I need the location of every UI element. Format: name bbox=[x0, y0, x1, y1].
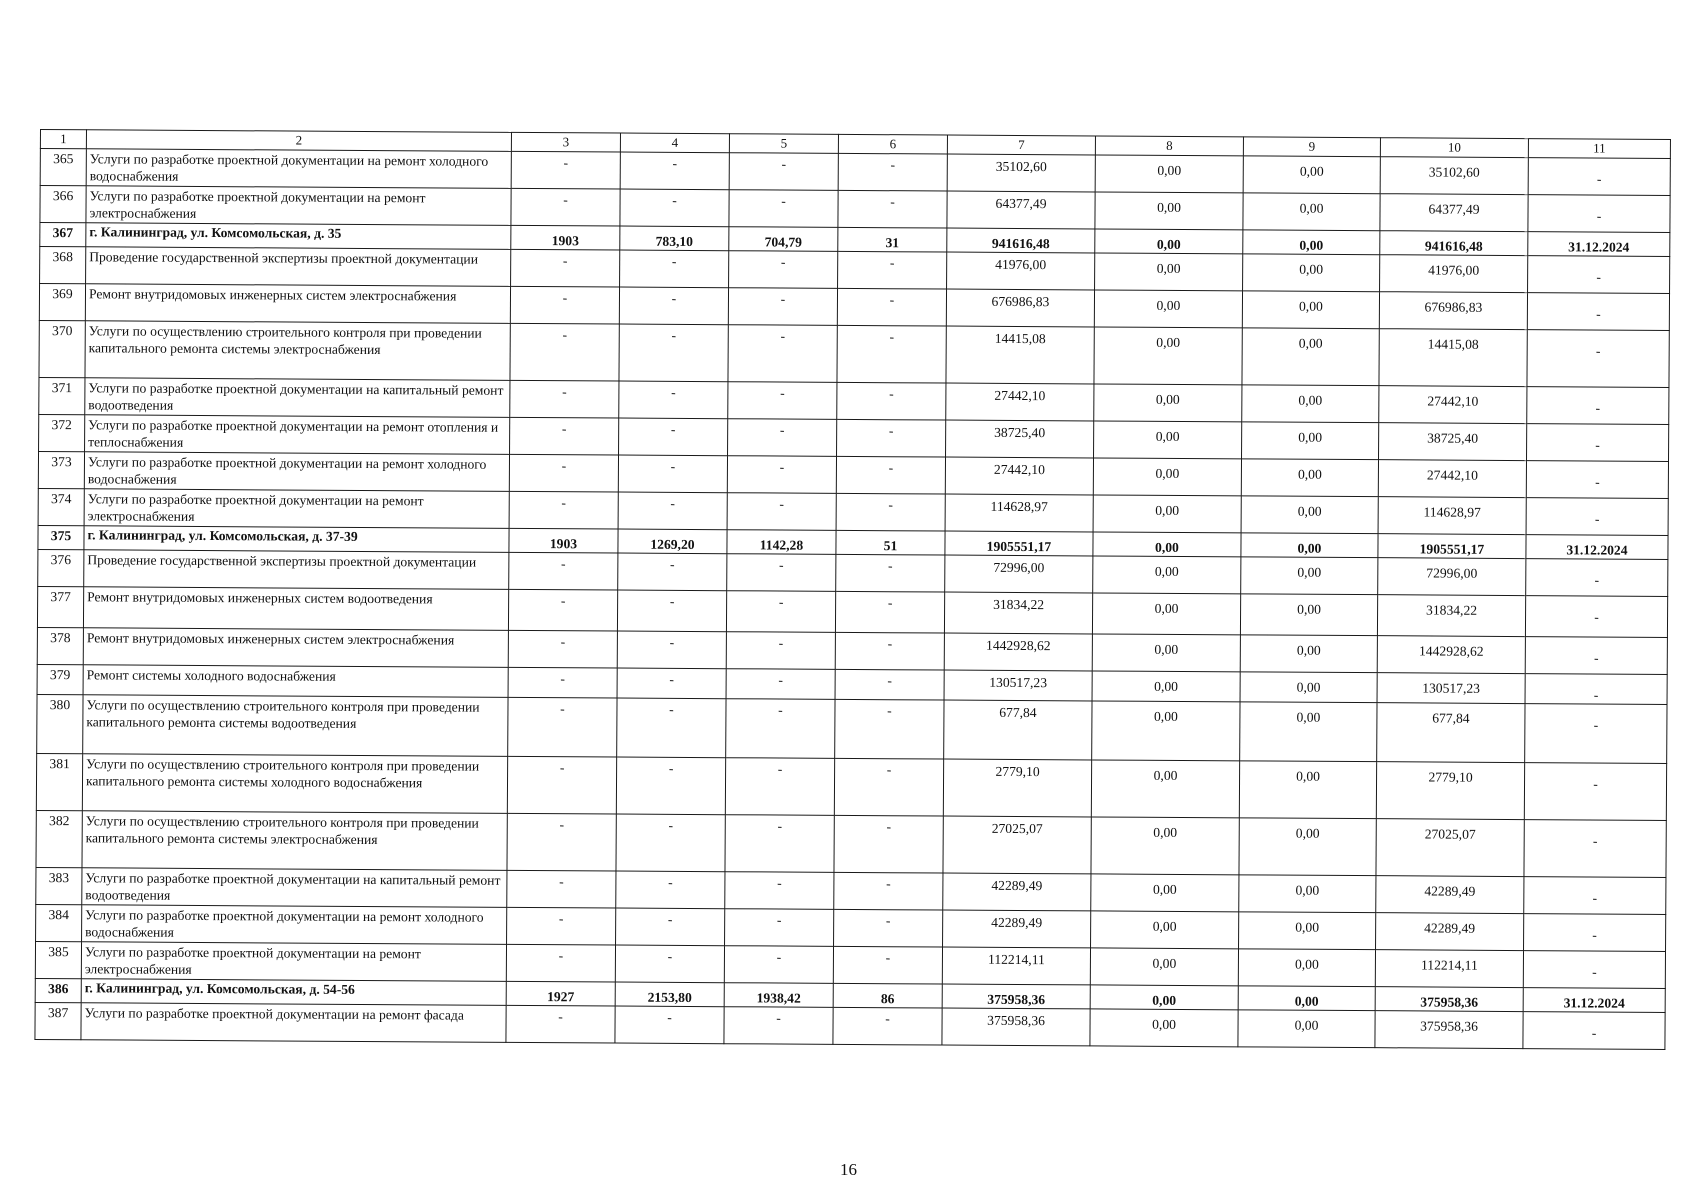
cell-col-6: - bbox=[835, 669, 944, 700]
cell-col-6: - bbox=[836, 456, 945, 494]
cell-col-7: 27442,10 bbox=[945, 457, 1093, 495]
cell-col-11: - bbox=[1524, 914, 1666, 952]
cell-col-8: 0,00 bbox=[1094, 327, 1242, 385]
cell-col-3: - bbox=[511, 249, 620, 287]
cell-col-9: 0,00 bbox=[1238, 1010, 1375, 1048]
cell-col-5: - bbox=[726, 669, 835, 700]
cell-col-3: - bbox=[507, 907, 616, 945]
cell-col-5: - bbox=[729, 190, 838, 228]
cell-col-4: - bbox=[617, 668, 726, 699]
cell-col-10: 2779,10 bbox=[1376, 762, 1524, 820]
row-number-cell: 383 bbox=[36, 867, 82, 904]
cell-col-11: - bbox=[1527, 330, 1669, 388]
description-cell: Услуги по разработке проектной документации на ремонт электроснабжения bbox=[81, 942, 506, 982]
cell-col-11: - bbox=[1525, 674, 1667, 705]
cell-col-5: 1142,28 bbox=[727, 530, 836, 555]
cell-col-6: - bbox=[834, 758, 943, 816]
cell-col-10: 35102,60 bbox=[1380, 157, 1528, 195]
cell-col-4: 2153,80 bbox=[615, 982, 724, 1007]
cell-col-7: 1442928,62 bbox=[944, 633, 1092, 671]
cell-col-10: 941616,48 bbox=[1380, 231, 1528, 256]
description-cell: Услуги по разработке проектной документации на ремонт холодного водоснабжения bbox=[84, 452, 509, 492]
header-cell-8: 8 bbox=[1095, 136, 1243, 156]
cell-col-7: 375958,36 bbox=[942, 984, 1090, 1009]
cell-col-6: - bbox=[835, 591, 944, 633]
cell-col-9: 0,00 bbox=[1242, 291, 1379, 329]
table-body bbox=[35, 130, 1671, 1050]
cell-col-5: - bbox=[725, 758, 834, 816]
description-cell: Услуги по разработке проектной документации на капитальный ремонт водоотведения bbox=[85, 378, 510, 418]
table-row bbox=[37, 694, 1667, 763]
cell-col-7: 31834,22 bbox=[944, 592, 1092, 634]
cell-col-3: - bbox=[509, 552, 618, 590]
cell-col-11: 31.12.2024 bbox=[1523, 988, 1665, 1013]
table-row bbox=[36, 810, 1666, 877]
cell-col-5: - bbox=[724, 1007, 833, 1045]
cell-col-10: 42289,49 bbox=[1376, 876, 1524, 914]
cell-col-8: 0,00 bbox=[1095, 192, 1243, 230]
cell-col-4: - bbox=[618, 455, 727, 493]
cell-col-5: 704,79 bbox=[729, 227, 838, 252]
cell-col-4: - bbox=[617, 590, 726, 632]
cell-col-3: - bbox=[508, 589, 617, 631]
cell-col-8: 0,00 bbox=[1094, 290, 1242, 328]
cell-col-4: - bbox=[620, 250, 729, 288]
cell-col-4: - bbox=[619, 418, 728, 456]
description-cell: Услуги по разработке проектной документации на ремонт холодного водоснабжения bbox=[86, 149, 511, 189]
description-cell: Услуги по разработке проектной документации на ремонт холодного водоснабжения bbox=[82, 905, 507, 945]
description-cell: Услуги по разработке проектной документации на ремонт электроснабжения bbox=[86, 186, 511, 226]
row-number-cell: 370 bbox=[39, 320, 85, 377]
cell-col-4: - bbox=[617, 698, 726, 758]
cell-col-8: 0,00 bbox=[1093, 495, 1241, 533]
row-number-cell: 377 bbox=[37, 586, 83, 627]
cell-col-6: - bbox=[835, 632, 944, 670]
cell-col-3: 1927 bbox=[506, 981, 615, 1006]
cell-col-4: - bbox=[617, 631, 726, 669]
cell-col-6: - bbox=[837, 419, 946, 457]
page-number: 16 bbox=[840, 1160, 857, 1179]
cell-col-3: - bbox=[507, 756, 616, 814]
cell-col-9: 0,00 bbox=[1238, 949, 1375, 987]
cell-col-9: 0,00 bbox=[1240, 594, 1377, 636]
cell-col-11: 31.12.2024 bbox=[1528, 232, 1670, 257]
description-cell: Ремонт внутридомовых инженерных систем электроснабжения bbox=[85, 284, 510, 324]
cell-col-4: - bbox=[618, 553, 727, 591]
cell-col-6: - bbox=[838, 153, 947, 191]
description-cell: Проведение государственной экспертизы проектной документации bbox=[84, 550, 509, 590]
cell-col-8: 0,00 bbox=[1091, 817, 1239, 875]
cell-col-9: 0,00 bbox=[1243, 156, 1380, 194]
description-cell: г. Калининград, ул. Комсомольская, д. 54-56 bbox=[81, 979, 506, 1006]
cell-col-5: - bbox=[726, 699, 835, 759]
cell-col-6: - bbox=[833, 946, 942, 984]
row-number-cell: 376 bbox=[38, 549, 84, 586]
cell-col-10: 1442928,62 bbox=[1377, 636, 1525, 674]
cell-col-3: 1903 bbox=[511, 225, 620, 250]
cell-col-3: - bbox=[507, 870, 616, 908]
cell-col-5: - bbox=[725, 872, 834, 910]
row-number-cell: 382 bbox=[36, 810, 82, 867]
description-cell: г. Калининград, ул. Комсомольская, д. 37-39 bbox=[84, 526, 509, 553]
row-number-cell: 374 bbox=[38, 488, 84, 525]
cell-col-8: 0,00 bbox=[1094, 384, 1242, 422]
header-cell-9: 9 bbox=[1243, 137, 1380, 157]
cell-col-4: - bbox=[619, 287, 728, 325]
cell-col-5: - bbox=[729, 153, 838, 191]
cell-col-11: - bbox=[1524, 820, 1666, 878]
cell-col-6: - bbox=[836, 554, 945, 592]
cell-col-4: - bbox=[616, 814, 725, 872]
table-row bbox=[39, 320, 1669, 387]
header-cell-2: 2 bbox=[86, 130, 511, 152]
cell-col-11: - bbox=[1523, 1012, 1665, 1050]
cell-col-10: 27442,10 bbox=[1378, 460, 1526, 498]
row-number-cell: 372 bbox=[39, 414, 85, 451]
cell-col-4: - bbox=[615, 945, 724, 983]
cell-col-5: - bbox=[726, 632, 835, 670]
cell-col-8: 0,00 bbox=[1093, 556, 1241, 594]
header-cell-5: 5 bbox=[729, 134, 838, 154]
cell-col-11: - bbox=[1526, 461, 1668, 499]
cell-col-5: - bbox=[728, 288, 837, 326]
cell-col-7: 114628,97 bbox=[945, 494, 1093, 532]
description-cell: Услуги по разработке проектной документации на ремонт электроснабжения bbox=[84, 489, 509, 529]
cell-col-8: 0,00 bbox=[1093, 458, 1241, 496]
cell-col-9: 0,00 bbox=[1242, 328, 1379, 386]
cell-col-10: 31834,22 bbox=[1377, 595, 1525, 637]
row-number-cell: 368 bbox=[40, 247, 86, 284]
cell-col-4: - bbox=[618, 492, 727, 530]
cell-col-5: - bbox=[724, 946, 833, 984]
cell-col-9: 0,00 bbox=[1239, 761, 1376, 819]
cell-col-5: - bbox=[727, 456, 836, 494]
cell-col-7: 38725,40 bbox=[946, 420, 1094, 458]
table-row bbox=[36, 753, 1666, 820]
cell-col-11: - bbox=[1528, 256, 1670, 294]
cell-col-5: - bbox=[728, 325, 837, 383]
works-table bbox=[34, 129, 1671, 1050]
row-number-cell: 379 bbox=[37, 664, 83, 694]
cell-col-9: 0,00 bbox=[1240, 702, 1377, 762]
cell-col-8: 0,00 bbox=[1092, 634, 1240, 672]
cell-col-9: 0,00 bbox=[1243, 193, 1380, 231]
cell-col-10: 375958,36 bbox=[1375, 1011, 1523, 1049]
cell-col-6: 31 bbox=[838, 227, 947, 252]
cell-col-4: - bbox=[616, 871, 725, 909]
cell-col-8: 0,00 bbox=[1091, 760, 1239, 818]
cell-col-7: 2779,10 bbox=[943, 759, 1091, 817]
cell-col-10: 112214,11 bbox=[1375, 950, 1523, 988]
cell-col-5: - bbox=[729, 251, 838, 289]
row-number-cell: 367 bbox=[40, 223, 86, 247]
description-cell: Услуги по разработке проектной документации на ремонт фасада bbox=[81, 1003, 506, 1043]
cell-col-11: - bbox=[1526, 498, 1668, 536]
cell-col-9: 0,00 bbox=[1241, 533, 1378, 558]
cell-col-9: 0,00 bbox=[1241, 557, 1378, 595]
cell-col-7: 64377,49 bbox=[947, 191, 1095, 229]
header-cell-4: 4 bbox=[620, 133, 729, 153]
description-cell: Услуги по осуществлению строительного контроля при проведении капитального ремонта системы водоотведения bbox=[83, 695, 508, 757]
cell-col-4: - bbox=[620, 189, 729, 227]
description-cell: Ремонт внутридомовых инженерных систем электроснабжения bbox=[83, 628, 508, 668]
cell-col-3: - bbox=[508, 630, 617, 668]
cell-col-9: 0,00 bbox=[1241, 459, 1378, 497]
header-cell-6: 6 bbox=[838, 134, 947, 154]
cell-col-7: 676986,83 bbox=[946, 289, 1094, 327]
description-cell: Проведение государственной экспертизы проектной документации bbox=[86, 247, 511, 287]
cell-col-7: 1905551,17 bbox=[945, 531, 1093, 556]
description-cell: Ремонт системы холодного водоснабжения bbox=[83, 665, 508, 698]
cell-col-6: - bbox=[837, 288, 946, 326]
cell-col-6: - bbox=[834, 872, 943, 910]
cell-col-4: 783,10 bbox=[620, 226, 729, 251]
cell-col-6: - bbox=[834, 815, 943, 873]
description-cell: Услуги по осуществлению строительного контроля при проведении капитального ремонта системы электроснабжения bbox=[82, 811, 507, 871]
cell-col-3: - bbox=[509, 491, 618, 529]
cell-col-7: 72996,00 bbox=[945, 555, 1093, 593]
cell-col-7: 14415,08 bbox=[946, 326, 1094, 384]
cell-col-8: 0,00 bbox=[1094, 421, 1242, 459]
cell-col-3: - bbox=[506, 944, 615, 982]
cell-col-8: 0,00 bbox=[1090, 1009, 1238, 1047]
cell-col-10: 41976,00 bbox=[1380, 255, 1528, 293]
cell-col-10: 38725,40 bbox=[1379, 423, 1527, 461]
row-number-cell: 366 bbox=[40, 186, 86, 223]
cell-col-8: 0,00 bbox=[1095, 253, 1243, 291]
cell-col-11: - bbox=[1527, 424, 1669, 462]
cell-col-3: - bbox=[509, 454, 618, 492]
cell-col-10: 676986,83 bbox=[1379, 292, 1527, 330]
header-cell-7: 7 bbox=[947, 135, 1095, 155]
cell-col-11: - bbox=[1528, 158, 1670, 196]
cell-col-10: 14415,08 bbox=[1379, 329, 1527, 387]
cell-col-6: - bbox=[834, 909, 943, 947]
cell-col-3: - bbox=[508, 667, 617, 698]
cell-col-5: - bbox=[727, 554, 836, 592]
row-number-cell: 384 bbox=[36, 904, 82, 941]
cell-col-8: 0,00 bbox=[1091, 874, 1239, 912]
cell-col-11: - bbox=[1527, 387, 1669, 425]
cell-col-8: 0,00 bbox=[1092, 701, 1240, 761]
cell-col-8: 0,00 bbox=[1092, 671, 1240, 702]
cell-col-10: 1905551,17 bbox=[1378, 534, 1526, 559]
cell-col-11: - bbox=[1524, 763, 1666, 821]
header-cell-11: 11 bbox=[1528, 139, 1670, 159]
cell-col-11: - bbox=[1526, 559, 1668, 597]
cell-col-6: - bbox=[837, 325, 946, 383]
cell-col-3: - bbox=[511, 188, 620, 226]
row-number-cell: 371 bbox=[39, 377, 85, 414]
row-number-cell: 380 bbox=[37, 694, 83, 753]
cell-col-3: - bbox=[510, 286, 619, 324]
cell-col-9: 0,00 bbox=[1242, 422, 1379, 460]
cell-col-5: - bbox=[725, 909, 834, 947]
cell-col-7: 27025,07 bbox=[943, 816, 1091, 874]
cell-col-5: - bbox=[725, 815, 834, 873]
cell-col-4: - bbox=[615, 1006, 724, 1044]
cell-col-3: 1903 bbox=[509, 528, 618, 553]
cell-col-6: - bbox=[837, 382, 946, 420]
cell-col-4: - bbox=[620, 152, 729, 190]
cell-col-4: - bbox=[619, 381, 728, 419]
description-cell: Ремонт внутридомовых инженерных систем водоотведения bbox=[83, 587, 508, 631]
description-cell: Услуги по разработке проектной документации на капитальный ремонт водоотведения bbox=[82, 868, 507, 908]
cell-col-11: - bbox=[1525, 596, 1667, 638]
cell-col-10: 375958,36 bbox=[1375, 987, 1523, 1012]
cell-col-7: 941616,48 bbox=[947, 228, 1095, 253]
cell-col-8: 0,00 bbox=[1095, 155, 1243, 193]
cell-col-10: 677,84 bbox=[1377, 703, 1525, 763]
cell-col-8: 0,00 bbox=[1091, 911, 1239, 949]
description-cell: Услуги по разработке проектной документации на ремонт отопления и теплоснабжения bbox=[85, 415, 510, 455]
cell-col-10: 64377,49 bbox=[1380, 194, 1528, 232]
cell-col-5: - bbox=[728, 419, 837, 457]
header-cell-1: 1 bbox=[40, 130, 86, 149]
description-cell: г. Калининград, ул. Комсомольская, д. 35 bbox=[86, 223, 511, 250]
cell-col-10: 42289,49 bbox=[1376, 913, 1524, 951]
cell-col-11: - bbox=[1525, 704, 1667, 764]
cell-col-11: - bbox=[1527, 293, 1669, 331]
cell-col-4: 1269,20 bbox=[618, 529, 727, 554]
row-number-cell: 386 bbox=[35, 978, 81, 1002]
cell-col-6: - bbox=[838, 190, 947, 228]
cell-col-3: - bbox=[508, 697, 617, 757]
cell-col-6: - bbox=[835, 699, 944, 759]
cell-col-11: - bbox=[1524, 877, 1666, 915]
header-cell-3: 3 bbox=[511, 132, 620, 152]
header-cell-10: 10 bbox=[1380, 138, 1528, 158]
cell-col-7: 42289,49 bbox=[943, 873, 1091, 911]
cell-col-7: 130517,23 bbox=[944, 670, 1092, 701]
cell-col-7: 35102,60 bbox=[947, 154, 1095, 192]
cell-col-11: - bbox=[1523, 951, 1665, 989]
cell-col-9: 0,00 bbox=[1238, 986, 1375, 1011]
cell-col-5: - bbox=[726, 591, 835, 633]
cell-col-8: 0,00 bbox=[1090, 948, 1238, 986]
cell-col-3: - bbox=[510, 380, 619, 418]
row-number-cell: 365 bbox=[40, 149, 86, 186]
row-number-cell: 387 bbox=[35, 1002, 81, 1039]
row-number-cell: 381 bbox=[36, 753, 82, 810]
cell-col-6: 51 bbox=[836, 530, 945, 555]
cell-col-7: 112214,11 bbox=[942, 947, 1090, 985]
cell-col-8: 0,00 bbox=[1095, 229, 1243, 254]
cell-col-11: - bbox=[1528, 195, 1670, 233]
cell-col-8: 0,00 bbox=[1092, 593, 1240, 635]
cell-col-11: - bbox=[1525, 637, 1667, 675]
cell-col-6: - bbox=[838, 251, 947, 289]
cell-col-6: - bbox=[833, 1007, 942, 1045]
cell-col-10: 114628,97 bbox=[1378, 497, 1526, 535]
cell-col-6: - bbox=[836, 493, 945, 531]
cell-col-7: 27442,10 bbox=[946, 383, 1094, 421]
cell-col-3: - bbox=[511, 151, 620, 189]
row-number-cell: 378 bbox=[37, 627, 83, 664]
cell-col-7: 375958,36 bbox=[942, 1008, 1090, 1046]
cell-col-9: 0,00 bbox=[1239, 818, 1376, 876]
cell-col-7: 41976,00 bbox=[947, 252, 1095, 290]
cell-col-4: - bbox=[616, 908, 725, 946]
cell-col-9: 0,00 bbox=[1242, 385, 1379, 423]
cell-col-10: 72996,00 bbox=[1378, 558, 1526, 596]
cell-col-9: 0,00 bbox=[1243, 254, 1380, 292]
description-cell: Услуги по осуществлению строительного контроля при проведении капитального ремонта системы электроснабжения bbox=[85, 321, 510, 381]
cell-col-3: - bbox=[510, 323, 619, 381]
cell-col-6: 86 bbox=[833, 983, 942, 1008]
row-number-cell: 385 bbox=[35, 941, 81, 978]
cell-col-7: 42289,49 bbox=[943, 910, 1091, 948]
cell-col-10: 27442,10 bbox=[1379, 386, 1527, 424]
cell-col-5: - bbox=[728, 382, 837, 420]
cell-col-5: 1938,42 bbox=[724, 983, 833, 1008]
cell-col-3: - bbox=[510, 417, 619, 455]
cell-col-3: - bbox=[507, 813, 616, 871]
cell-col-10: 130517,23 bbox=[1377, 673, 1525, 704]
cell-col-9: 0,00 bbox=[1239, 875, 1376, 913]
cell-col-9: 0,00 bbox=[1241, 496, 1378, 534]
cell-col-9: 0,00 bbox=[1240, 635, 1377, 673]
cell-col-5: - bbox=[727, 493, 836, 531]
row-number-cell: 369 bbox=[39, 284, 85, 321]
cell-col-9: 0,00 bbox=[1240, 672, 1377, 703]
cell-col-11: 31.12.2024 bbox=[1526, 535, 1668, 560]
row-number-cell: 373 bbox=[38, 451, 84, 488]
cell-col-3: - bbox=[506, 1005, 615, 1043]
cell-col-7: 677,84 bbox=[944, 700, 1092, 760]
cell-col-8: 0,00 bbox=[1093, 532, 1241, 557]
cell-col-9: 0,00 bbox=[1239, 912, 1376, 950]
cell-col-9: 0,00 bbox=[1243, 230, 1380, 255]
description-cell: Услуги по осуществлению строительного контроля при проведении капитального ремонта системы холодного водоснабжения bbox=[82, 754, 507, 814]
cell-col-4: - bbox=[616, 757, 725, 815]
cell-col-4: - bbox=[619, 324, 728, 382]
row-number-cell: 375 bbox=[38, 525, 84, 549]
cell-col-10: 27025,07 bbox=[1376, 819, 1524, 877]
cell-col-8: 0,00 bbox=[1090, 985, 1238, 1010]
